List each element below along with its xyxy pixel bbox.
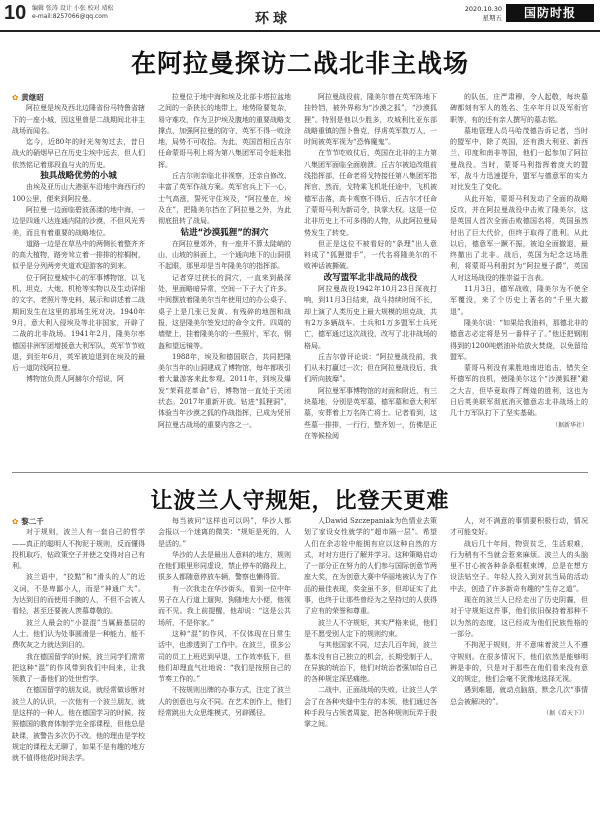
article2-column-1 bbox=[12, 516, 145, 824]
article2-column-4 bbox=[450, 516, 588, 824]
editor-line: 编辑 张涛 设计 小张 校对 靖松 bbox=[32, 5, 114, 12]
article2-credit: （据《看天下》） bbox=[542, 710, 588, 718]
paragraph: 波兰人不守规矩，其实严格来说，他们是不愿受别人定下的规则约束。 bbox=[304, 618, 437, 638]
paragraph: 但正是这位不被看好的“条理”出人意料成了“狐狸猎手”，一代名将隆美尔的不败神话被撕破。 bbox=[304, 239, 437, 271]
paragraph: 蒙哥马利没有乘胜地南进追击，错失全歼德军的良机，使隆美尔这个“沙漠狐狸”避之大吉，但毕竟取得了辉煌的胜利，这也为日后英美联军彻底消灭德意志北非战场上的几十万军队打下了坚实基础。 bbox=[450, 364, 588, 418]
paragraph: 人，对不满意的事情要积极行动，情况才可能变好。 bbox=[450, 517, 588, 537]
paragraph: 1988年，埃及和德国联合，共同把隆美尔当年的山洞建成了博物馆，每年都吸引着大量游客来此参观。2011年，到埃及爆发“茉莉花革命”后，博物馆一直处于关闭状态。2017年重新开放。钻进“狐狸洞”，体验当年沙漠之狐的作战指挥，已成为凭吊阿拉曼古战场的重要内容之一。 bbox=[158, 352, 291, 429]
paragraph: 由埃及亚历山大港驱车沿地中海西行约100公里，便来到阿拉曼。 bbox=[12, 183, 145, 203]
paragraph: 与其他国家不同，过去几百年间，波兰基本没有自己独立的机会，长期受制于人，在异族的统治下，他们对统治者强加给自己的各种规定深恶痛绝。 bbox=[304, 641, 437, 684]
article1-column-4 bbox=[450, 92, 588, 468]
paragraph: 阿拉曼战役1942年10月23日深夜打响，到11月3日结束，战斗持续时间不长，却上演了人类历史上最大规模的坦克战，共有2万多辆战车、士兵和1万多盟军士兵死亡，德军通过这次战役，改写了北非战场的格局。 bbox=[304, 285, 437, 350]
paragraph: 人Dawid Szczepaniak为色情业去策划了家设女性就学的“超市隔一层”。希望人们在余志铨中能拥有应以这种自然的方式，对对方进行了解并学习。这种策略启动了一部分正在努力的人们参与国际创意节两座大奖，在为创意大赛中华丽地被认为了作品的最佳表现，奖金虽不多，但却证实了此事，也终于让那些曾经为之坚持过的人获得了应有的荣誉和尊重。 bbox=[304, 517, 437, 616]
article1-credit: （据新华社） bbox=[551, 421, 588, 429]
article1-headline: 在阿拉曼探访二战北非主战场 bbox=[130, 49, 469, 78]
paragraph: 位于阿拉曼城中心的军事博物馆，以飞机、坦克、大炮、机枪等实物以及生动详细的文字、老照片等史料，展示和讲述着二战期间发生在这里的那场生死对决。1940年9月，意大利入侵埃及等北非国家，开辟了二战的北非战场。1941年2月，隆美尔率德国非洲军团增援意大利军队，英军节节败退，到至年6月，英军被迫退到在埃及的最后一道防线阿拉曼。 bbox=[12, 273, 145, 373]
subheading: 改写盟军北非战局的战役 bbox=[323, 272, 418, 283]
paragraph: 丘吉尔曾评论说：“阿拉曼战役前，我们从未打赢过一次；但在阿拉曼战役后，我们所向披靡”。 bbox=[304, 352, 437, 384]
article1-column-3 bbox=[304, 92, 437, 468]
paragraph: 在阿拉曼郊外，有一座并不算太陡峭的山，山坡的斜面上，一个通向地下的山洞很不起眼，那里却是当年隆美尔的指挥部。 bbox=[158, 239, 291, 271]
paragraph: 我在德国留学的时候，波兰同学们常常把这种“混”的作风带到我们中间来，让我领教了一番他们的处世哲学。 bbox=[12, 652, 145, 684]
paragraph: 的队伍，庄严肃穆，令人起敬，每块墓碑都刻有军人的姓名、生卒年月以及军衔官职等，有的还有亲人撰写的墓志铭。 bbox=[450, 93, 588, 124]
paragraph: 隆美尔说：“如果给我油料，那德北非的德意志必定将是另一番样子了。”他还把钢刚得到的1200吨燃油补给放火焚烧，以免留给盟军。 bbox=[450, 318, 588, 361]
paragraph: 二战中，正面战场的失败，让波兰人学会了在各种夹缝中生存的本领，他们通过各种手段与占领者周旋，把各种规则玩弄于股掌之间。 bbox=[304, 686, 437, 729]
article2-byline: ✿ 黎二千 bbox=[12, 517, 44, 526]
page-number: 10 bbox=[4, 2, 27, 24]
masthead-logo: 国防时报 bbox=[506, 4, 594, 22]
section-title: 环球 bbox=[255, 11, 291, 27]
paragraph: 不拘泥于规则，并不意味着波兰人不遵守规则。在很多情况下，他们依然是能够明辨是非的，只是对于那些在他们看来没有意义的规定，他们会毫不犹豫地选择无视。 bbox=[450, 641, 588, 684]
subheading: 独具战略优势的小城 bbox=[40, 171, 117, 182]
paragraph: 战后几十年间，物资贫乏，生活艰难，行为稍有不当就会惹来麻烦。波兰人的头脑里不甘心被各种条条框框束缚，总是在想方设法钻空子。年轻人投入到对抗当局的活动中去，创造了许多新奇有趣的“生存之道”。 bbox=[450, 539, 588, 593]
subheading: 钻进“沙漠狐狸”的洞穴 bbox=[180, 227, 269, 238]
paragraph: 道路一边是在草丛中的两侧长着整齐齐的高大植物，路旁耸立着一排排的棕榈树，似乎是分列两旁夹道欢迎游客的到来。 bbox=[12, 239, 145, 271]
article2-column-2 bbox=[158, 516, 291, 824]
paragraph: 有一次我走在华沙街头，看到一位中年男子在人行道上遛狗，狗随地大小便，他视而不见。我上前提醒，他却说：“这是公共场所，不是你家。” bbox=[158, 584, 291, 627]
paragraph: 从此开始，蒙哥马利发动了全面的战略反攻，并在阿拉曼战役中击败了隆美尔，这是英国人首次全面击败德国名将，英国虽然付出了巨大代价，但终于取得了胜利。从此以后，德意军一蹶不振，被迫全面撤退，最终撤出了北非。战后，英国为纪念这场胜利，将蒙哥马利册封为“阿拉曼子爵”，英国人对这场战役的推崇溢于言表。 bbox=[450, 194, 588, 282]
paragraph: 记者穿过狭长的洞穴，一直来到最深处，里面略暗异常，空间一下子大了许多。中间摆放着隆美尔当年使用过的办公桌子、桌子上是几张已发黄、有残碎的地图和战报，这是隆美尔签发过的命令文件。四周的墙壁上，挂着隆美尔的一些照片，军衣、钢盔和望远镜等。 bbox=[158, 273, 291, 350]
paragraph: 在德国留学的朋友说，就经常做诊断对波兰人的认识，一次他有一个波兰朋友，就是这样的一种人。他在德国学习的时候，按照德国的教育体制学完全部课程，但他总是缺课，被警告多次仍不改。他的理由是学校规定的课程太无聊了，如果不是有趣的地方就不值得他花时间去学。 bbox=[12, 686, 145, 763]
editor-info bbox=[32, 5, 114, 21]
paragraph: 波兰人最会的“小混混”当属最基层的人士，他们认为处事圆滑是一种能力，能不费吹灰之力就达到目的。 bbox=[12, 618, 145, 650]
editor-email: e-mail:8257066@qq.com bbox=[32, 13, 108, 20]
article2-headline: 让波兰人守规矩，比登天更难 bbox=[150, 489, 450, 514]
paragraph: 阿拉曼战役前，隆美尔曾在英军阵地下挂铃铛，被外界称为“沙漠之狐”，“沙漠狐狸”。特别是他以少胜多，攻城利比亚东部战略重镇的图卜鲁克，俘虏英军数万人，一时间被英军视为“恐怖魔鬼”。 bbox=[304, 93, 437, 147]
issue-weekday: 星期五 bbox=[482, 14, 502, 22]
paragraph: 现在的波兰人已经走出了历史阴霾，但对于守规矩这件事，他们依旧保持着那种不以为然的态度，这已经成为他们民族性格的一部分。 bbox=[450, 596, 588, 638]
article-separator bbox=[12, 472, 588, 473]
paragraph: 阿拉曼一边面临碧波荡漾的地中海，一边是四通八达连通内陆的沙漠，不但风光秀美，而且有着重要的战略地位。 bbox=[12, 205, 145, 237]
paragraph: 每当被问“这样也可以吗”，华沙人都会报以一个迷离的微笑：“规矩是死的，人是活的。” bbox=[158, 517, 291, 548]
paragraph: 遇到难题，就动点脑筋，默念几次“事情总会被解决的”。 bbox=[450, 686, 588, 706]
header-rule bbox=[0, 30, 600, 32]
paragraph: 阿拉曼军事博物馆的对面和附近，有三块墓地，分别是英军墓、德军墓和意大利军墓，安葬着上万名阵亡将士。记者看到，这些墓一排排，一行行，整齐划一，仿佛是正在等候检阅 bbox=[304, 386, 437, 440]
paragraph: 这种“混”的作风，不仅体现在日常生活中，也渗透到了工作中。在波兰，很多公司的员工上班迟到早退，工作效率低下，但他们却理直气壮地说：“我们是按照自己的节奏工作的。” bbox=[158, 629, 291, 684]
article1-column-1 bbox=[12, 92, 145, 468]
paragraph: 丘吉尔则亲临北非视察，还亲自修改、丰富了英军作战方案。英军官兵上下一心，士气高涨，誓死守住埃及，“阿拉曼在，埃及在”，把隆美尔挡在了阿拉曼之外，为此彻底扭转了战局。 bbox=[158, 172, 291, 226]
paragraph: 在节节吃败仗后，英国在北非的主力第八集团军面临全面崩溃。丘吉尔被迫改组前线指挥部，任命老将戈特接任第八集团军指挥官，然而，戈特乘飞机赴任途中，飞机被德军击落，高卡观察不得后，丘吉尔才任命了蒙哥马利为新司令，执掌大权。这是一位北非历史上不可多得的人物，从此阿拉曼局势发生了转变。 bbox=[304, 149, 437, 237]
paragraph: 华沙的人去是最出人意料的地方，规则在他们眼里形同虚设，禁止停车的路段上，很多人都随意停放车辆，警察也懒得管。 bbox=[158, 550, 291, 582]
paragraph: 对于规则，波兰人有一套自己的哲学——真正的聪明人不拘泥于规则，反而懂得投机取巧，钻政策空子并使之变得对自己有利。 bbox=[12, 528, 145, 571]
article1-byline: ✿ 黄继昭 bbox=[12, 93, 44, 102]
page-header bbox=[0, 0, 600, 32]
article1-column-2 bbox=[158, 92, 291, 468]
paragraph: 墓地管理人员马哈茂德告诉记者，当时的盟军中，除了英国，还有澳大利亚、新西兰、印度和南非等国，他们一起参加了阿拉曼战役。当时，蒙哥马利指挥着庞大的盟军，战斗力迅速提升，盟军与德意军的实力对比发生了变化。 bbox=[450, 126, 588, 192]
issue-date: 2020.10.30 bbox=[464, 5, 502, 13]
paragraph: 迄今，近80年的时光匆匆过去，昔日战火的硝烟早已在历史尘埃中远去，但人们依然铭记着那段血与火的历史。 bbox=[12, 138, 145, 169]
paragraph: 博物馆负责人阿赫尔介绍说，阿 bbox=[26, 375, 124, 384]
paragraph: 拉曼位于地中海和埃及北部卡塔拉盆地之间的一条狭长的地带上，地势险要复杂，易守难攻，作为卫护埃及腹地的重要战略支撑点，加强阿拉曼的防守，英军不得一败涂地，局势不可收拾。为此，英国首相丘吉尔任命蒙哥马利上将为第八集团军司令赶来指挥。 bbox=[158, 93, 291, 169]
paragraph: 不按规则出牌的办事方式，注定了波兰人的创意也与众不同。在艺术创作上，他们经常跳出大众思维模式，另辟蹊径。 bbox=[158, 686, 291, 718]
paragraph: 阿拉曼是埃及西北边陲省份马特鲁省辖下的一座小城，因这里曾是二战期间北非主战场而闻名。 bbox=[12, 104, 145, 135]
paragraph: 11月3日，德军战败，隆美尔为不使全军覆没，来了个历史上著名的“千里大撤退”。 bbox=[450, 285, 588, 316]
date-block bbox=[462, 5, 502, 23]
paragraph: 波兰语中，“狡黠”和“滑头的人”的近义词，不是卑鄙小人，而是“神通广大”。为达到目的而使用手腕的人，不但不会被人看轻，甚至还要被人羡慕尊敬的。 bbox=[12, 573, 145, 616]
article2-column-3 bbox=[304, 516, 437, 824]
byline-star-icon: ✿ bbox=[12, 93, 19, 102]
byline-star-icon: ✿ bbox=[12, 517, 19, 526]
